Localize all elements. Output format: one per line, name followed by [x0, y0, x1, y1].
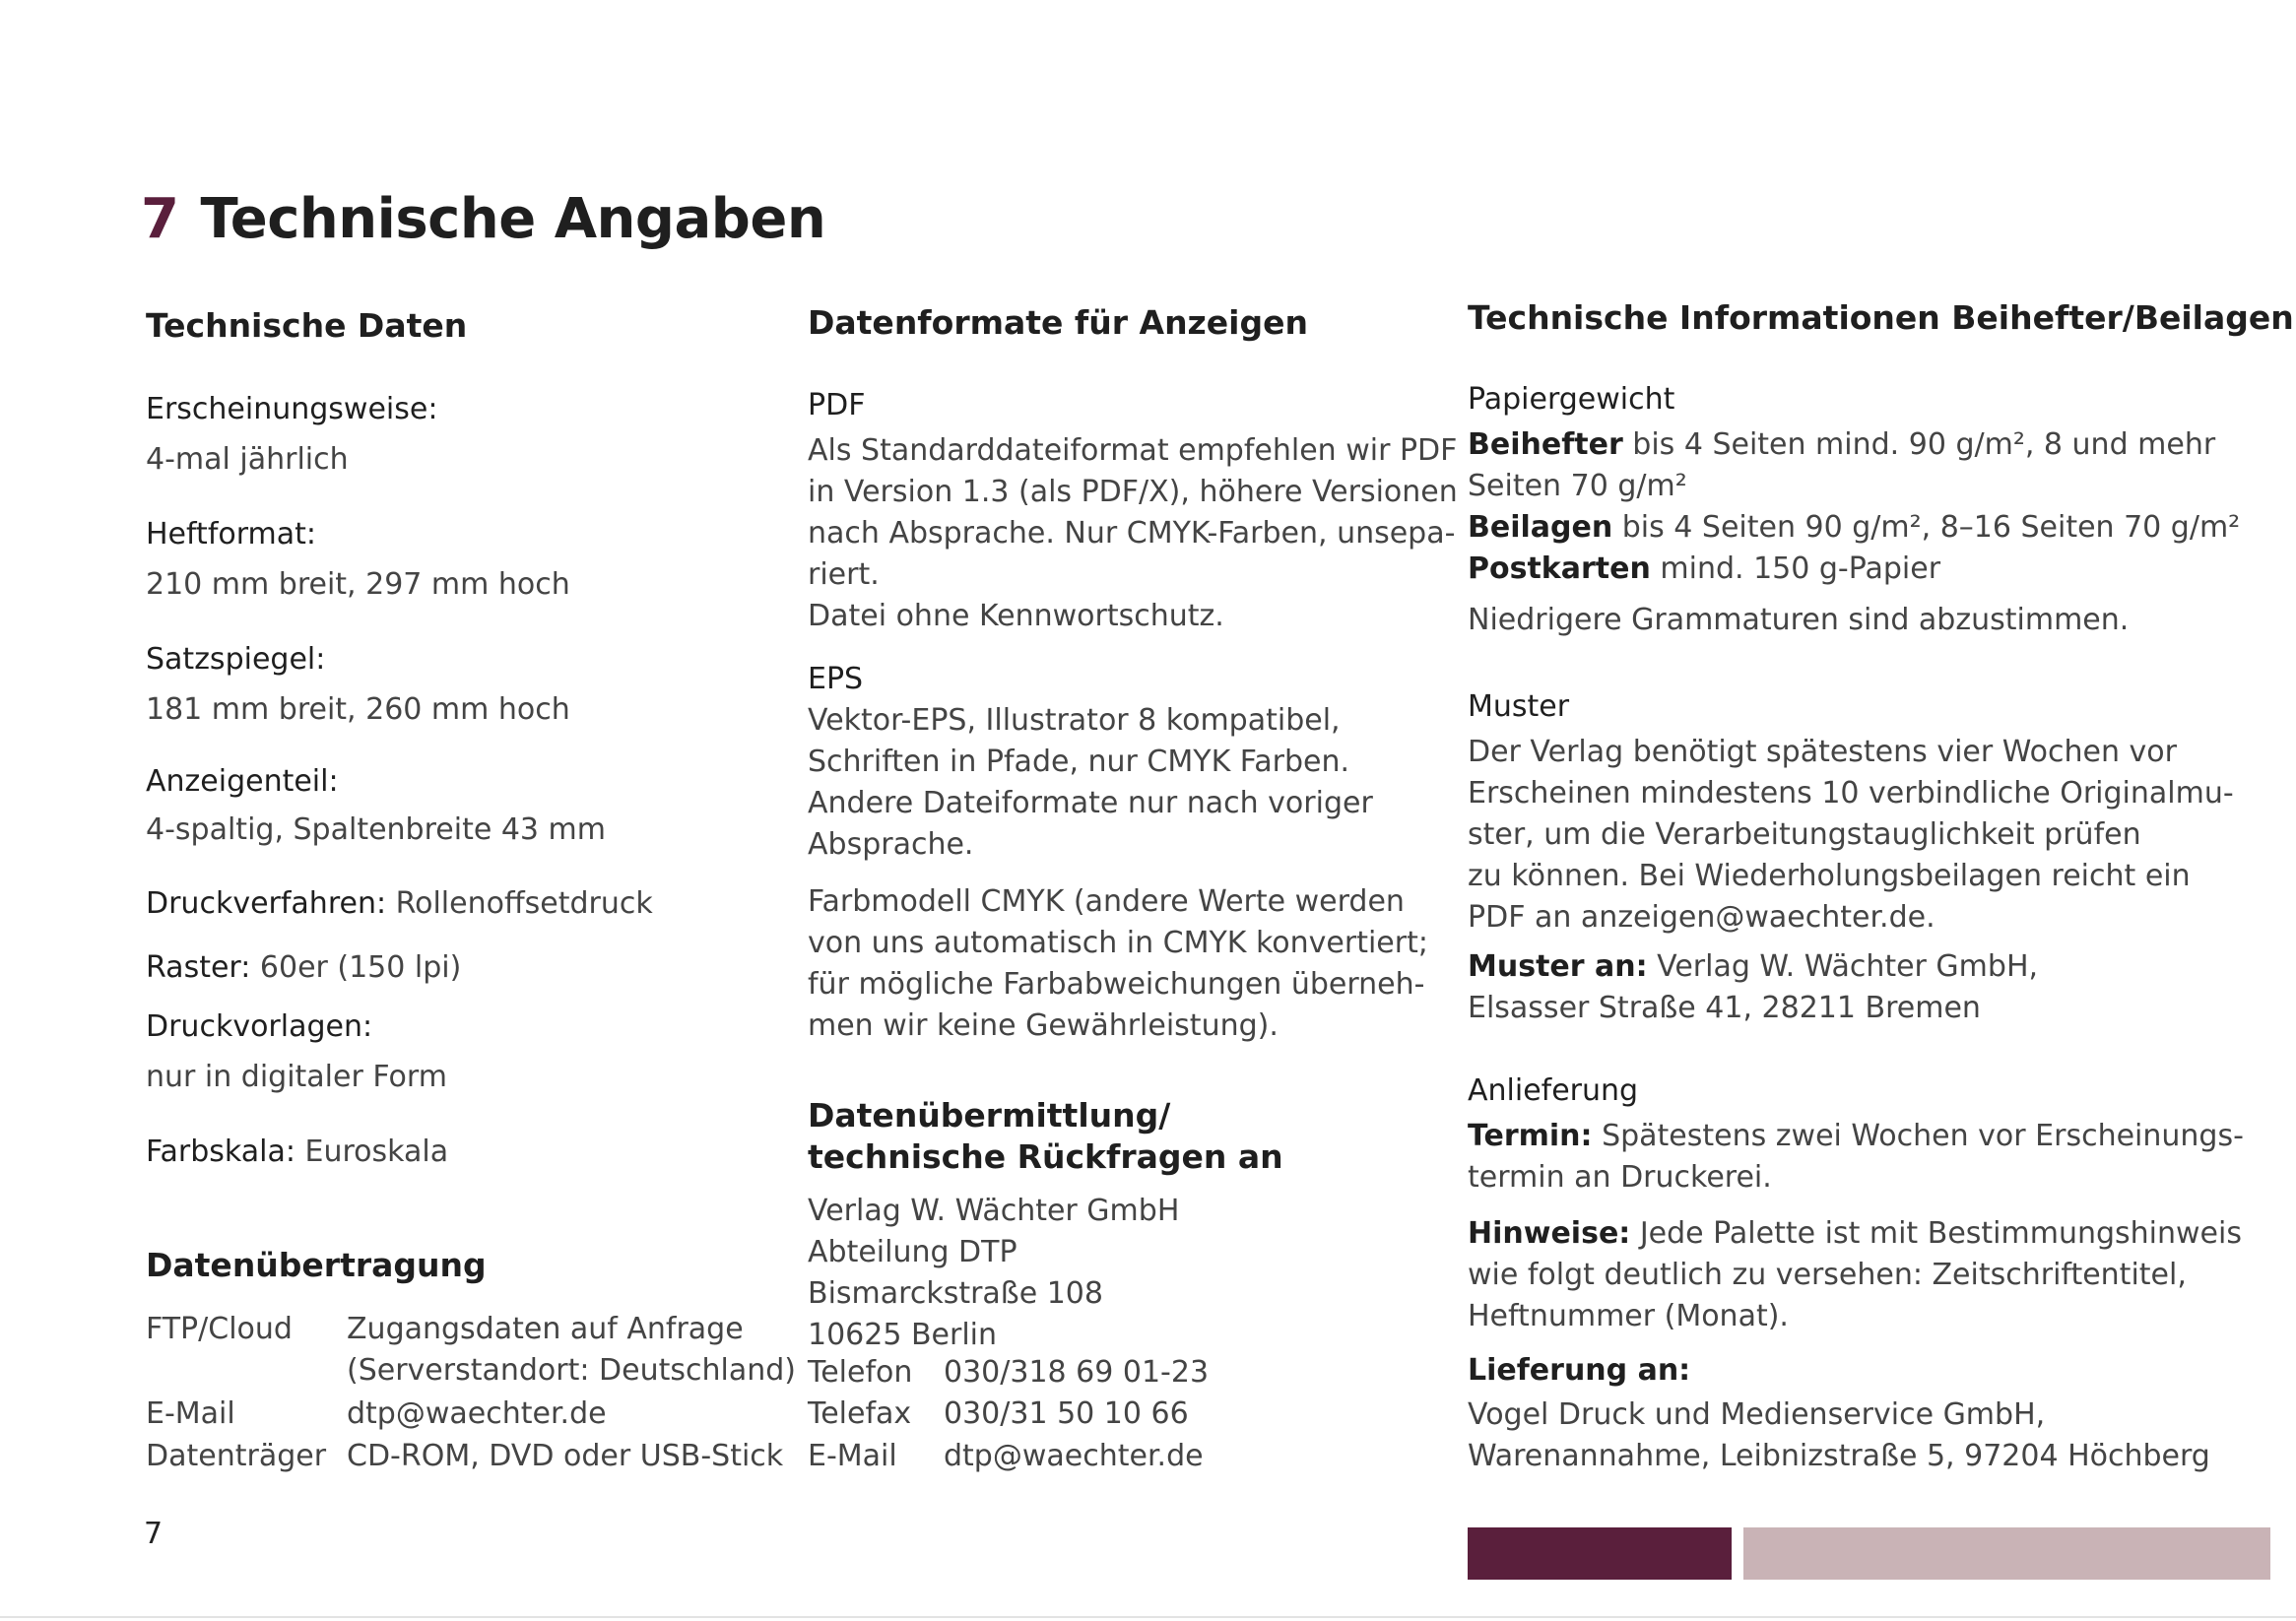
- text-line: Der Verlag benötigt spätestens vier Wochen vor: [1468, 735, 2177, 769]
- text-line: Farbmodell CMYK (andere Werte werden: [808, 884, 1405, 919]
- anlieferung-heading: Anlieferung: [1468, 1073, 1639, 1108]
- text-line: [1468, 1213, 2242, 1255]
- item-inline: [146, 950, 461, 985]
- item-inline: [146, 886, 653, 921]
- contact-row: [808, 1439, 1204, 1473]
- text-line: zu können. Bei Wiederholungsbeilagen reicht ein: [1468, 859, 2191, 893]
- text-line: PDF an anzeigen@waechter.de.: [1468, 900, 1935, 935]
- chapter-number: 7: [141, 187, 179, 251]
- text-line: [1468, 1116, 2244, 1157]
- address-line: Abteilung DTP: [808, 1235, 1017, 1269]
- address-line: Verlag W. Wächter GmbH: [808, 1194, 1180, 1228]
- transfer-key: E-Mail: [146, 1396, 235, 1431]
- paper-line: Seiten 70 g/m²: [1468, 469, 1687, 503]
- lieferung-address: [1468, 1394, 2210, 1477]
- hinweise-label: Hinweise:: [1468, 1216, 1631, 1251]
- color-model-text: [808, 881, 1428, 1047]
- section-heading-technical-data: Technische Daten: [146, 306, 468, 345]
- termin-label: Termin:: [1468, 1119, 1593, 1153]
- text-line: termin an Druckerei.: [1468, 1160, 1772, 1195]
- hinweise-line: Jede Palette ist mit Bestimmungshinweis: [1630, 1216, 2242, 1251]
- postkarten-text: mind. 150 g-Papier: [1650, 551, 1941, 586]
- transfer-key: Datenträger: [146, 1439, 327, 1473]
- item-label: Farbskala:: [146, 1135, 295, 1169]
- transfer-value: dtp@waechter.de: [347, 1396, 607, 1431]
- eps-label: EPS: [808, 662, 864, 696]
- contact-value: 030/318 69 01-23: [944, 1355, 1210, 1390]
- lieferung-label: Lieferung an:: [1468, 1353, 1691, 1388]
- text-line: Schriften in Pfade, nur CMYK Farben.: [808, 745, 1350, 779]
- text-line: in Version 1.3 (als PDF/X), höhere Versionen: [808, 475, 1458, 509]
- text-line: von uns automatisch in CMYK konvertiert;: [808, 926, 1428, 960]
- transfer-row: [146, 1396, 607, 1431]
- beihefter-label: Beihefter: [1468, 427, 1623, 462]
- beilagen-label: Beilagen: [1468, 510, 1613, 545]
- item-value: 210 mm breit, 297 mm hoch: [146, 567, 570, 602]
- address-line: 10625 Berlin: [808, 1318, 998, 1352]
- muster-text: [1468, 732, 2234, 939]
- accent-bar-light: [1743, 1527, 2270, 1580]
- beilagen-text: bis 4 Seiten 90 g/m², 8–16 Seiten 70 g/m²: [1612, 510, 2241, 545]
- address-line: Bismarckstraße 108: [808, 1276, 1103, 1311]
- text-line: Vogel Druck und Medienservice GmbH,: [1468, 1397, 2046, 1432]
- eps-text: [808, 700, 1373, 866]
- text-line: Datei ohne Kennwortschutz.: [808, 599, 1224, 633]
- text-line: Andere Dateiformate nur nach voriger: [808, 786, 1373, 820]
- paper-line: [1468, 507, 2240, 549]
- text-line: Heftnummer (Monat).: [1468, 1299, 1789, 1333]
- section-heading-inserts: Technische Informationen Beihefter/Beilagen: [1468, 298, 2294, 337]
- termin-line: Spätestens zwei Wochen vor Erscheinungs-: [1592, 1119, 2244, 1153]
- text-line: Vektor-EPS, Illustrator 8 kompatibel,: [808, 703, 1341, 738]
- paper-heading: Papiergewicht: [1468, 382, 1675, 417]
- paper-line: [1468, 424, 2240, 466]
- contact-value: 030/31 50 10 66: [944, 1396, 1189, 1431]
- item-inline: [146, 1135, 448, 1169]
- heading-line: technische Rückfragen an: [808, 1137, 1283, 1177]
- text-line: Absprache.: [808, 827, 974, 862]
- section-heading-data-formats: Datenformate für Anzeigen: [808, 303, 1308, 342]
- item-value: 4-spaltig, Spaltenbreite 43 mm: [146, 812, 606, 847]
- accent-bar-dark: [1468, 1527, 1732, 1580]
- text-line: Als Standarddateiformat empfehlen wir PDF: [808, 433, 1458, 468]
- beihefter-text: bis 4 Seiten mind. 90 g/m², 8 und mehr: [1622, 427, 2216, 462]
- text-line: riert.: [808, 557, 880, 592]
- pdf-text: [808, 430, 1458, 637]
- page-title: [141, 187, 825, 251]
- transfer-value-cont: (Serverstandort: Deutschland): [347, 1353, 796, 1388]
- contact-row: [808, 1355, 1209, 1390]
- text-line: ster, um die Verarbeitungstauglichkeit prüfen: [1468, 817, 2141, 852]
- text-line: Warenannahme, Leibnizstraße 5, 97204 Höchberg: [1468, 1439, 2210, 1473]
- contact-address: [808, 1191, 1179, 1356]
- transfer-value: Zugangsdaten auf Anfrage: [347, 1312, 744, 1346]
- contact-key: Telefax: [808, 1396, 912, 1431]
- item-label: Satzspiegel:: [146, 642, 326, 677]
- page-number: 7: [144, 1517, 164, 1551]
- pdf-label: PDF: [808, 388, 866, 422]
- text-line: Erscheinen mindestens 10 verbindliche Originalmu-: [1468, 776, 2234, 810]
- contact-row: [808, 1396, 1189, 1431]
- text-line: [1468, 946, 2038, 988]
- paper-line: [1468, 549, 2240, 590]
- muster-an-label: Muster an:: [1468, 949, 1648, 984]
- transfer-key: FTP/Cloud: [146, 1312, 293, 1346]
- transfer-row: [146, 1439, 783, 1473]
- item-value: Euroskala: [304, 1135, 449, 1169]
- item-label: Druckverfahren:: [146, 886, 387, 921]
- item-label: Anzeigenteil:: [146, 764, 339, 799]
- contact-key: Telefon: [808, 1355, 913, 1390]
- muster-heading: Muster: [1468, 689, 1570, 724]
- termin-text: [1468, 1116, 2244, 1199]
- section-heading-data-transfer: Datenübertragung: [146, 1246, 487, 1284]
- text-line: men wir keine Gewährleistung).: [808, 1008, 1279, 1043]
- paper-note: Niedrigere Grammaturen sind abzustimmen.: [1468, 603, 2130, 637]
- transfer-value: CD-ROM, DVD oder USB-Stick: [347, 1439, 784, 1473]
- contact-value: dtp@waechter.de: [944, 1439, 1204, 1473]
- item-label: Raster:: [146, 950, 251, 985]
- item-label: Heftformat:: [146, 517, 317, 551]
- muster-address: [1468, 946, 2038, 1029]
- paper-weights: [1468, 424, 2240, 590]
- bottom-rule: [0, 1616, 2296, 1618]
- item-value: Rollenoffsetdruck: [395, 886, 653, 921]
- item-value: nur in digitaler Form: [146, 1060, 447, 1094]
- text-line: wie folgt deutlich zu versehen: Zeitschriftentitel,: [1468, 1258, 2187, 1292]
- text-line: nach Absprache. Nur CMYK-Farben, unsepa-: [808, 516, 1456, 551]
- text-line: Elsasser Straße 41, 28211 Bremen: [1468, 991, 1981, 1025]
- muster-an-text: Verlag W. Wächter GmbH,: [1647, 949, 2039, 984]
- item-label: Druckvorlagen:: [146, 1009, 373, 1044]
- contact-key: E-Mail: [808, 1439, 897, 1473]
- heading-line: Datenübermittlung/: [808, 1096, 1171, 1135]
- transfer-row: [146, 1312, 744, 1346]
- item-value: 60er (150 lpi): [259, 950, 462, 985]
- text-line: für mögliche Farbabweichungen überneh-: [808, 967, 1425, 1002]
- item-value: 181 mm breit, 260 mm hoch: [146, 692, 570, 727]
- hinweise-text: [1468, 1213, 2242, 1337]
- item-value: 4-mal jährlich: [146, 442, 349, 477]
- section-heading-contact: [808, 1095, 1283, 1178]
- item-label: Erscheinungsweise:: [146, 392, 438, 426]
- chapter-title: Technische Angaben: [200, 187, 826, 251]
- postkarten-label: Postkarten: [1468, 551, 1651, 586]
